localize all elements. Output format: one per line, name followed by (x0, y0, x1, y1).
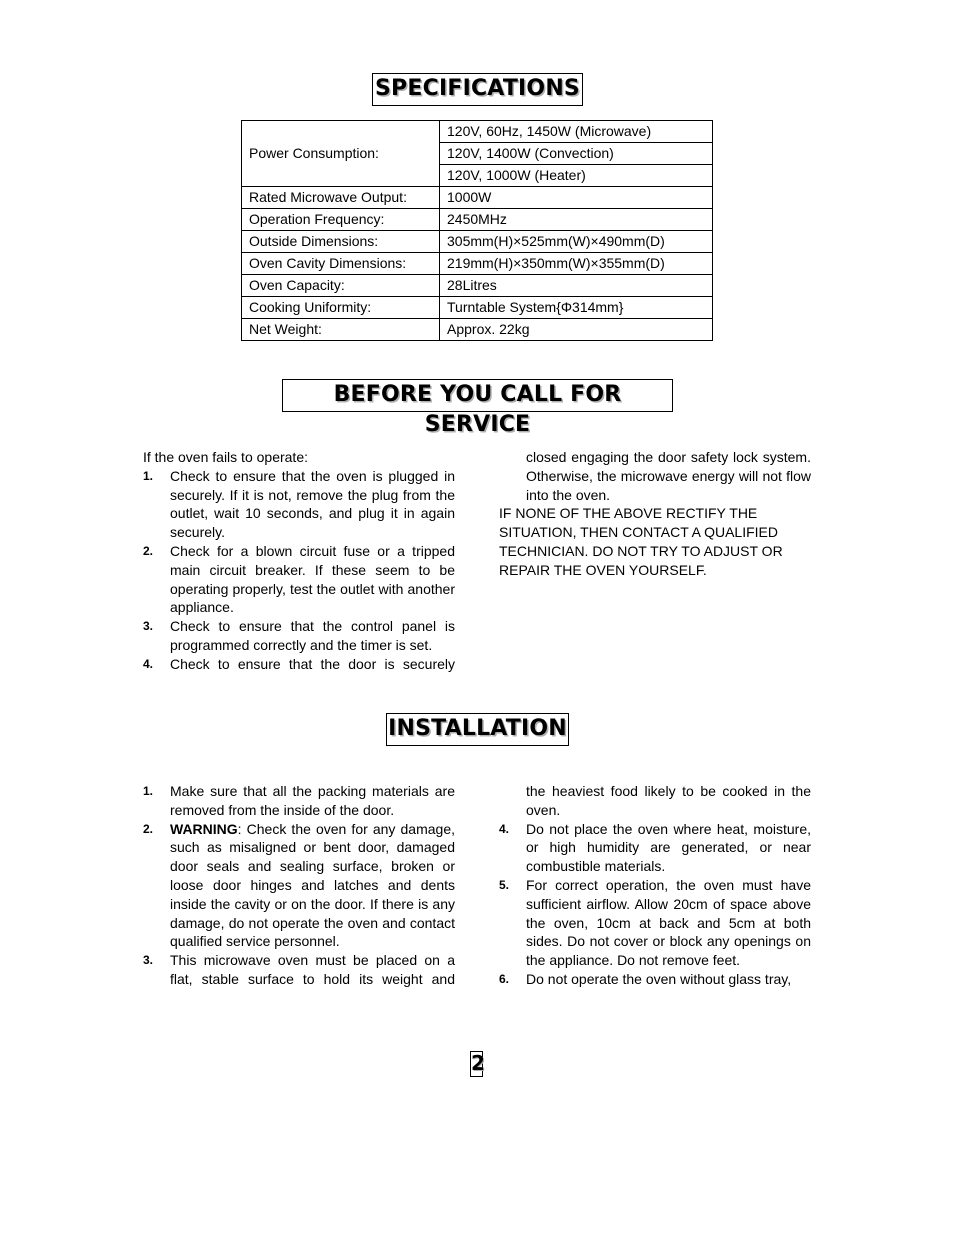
spec-value: 2450MHz (440, 209, 713, 231)
spec-label: Oven Cavity Dimensions: (242, 253, 440, 275)
table-row (242, 121, 713, 143)
item-number: 6. (499, 971, 510, 986)
list-item (143, 782, 455, 820)
table-row (242, 275, 713, 297)
installation-heading: INSTALLATION (386, 713, 569, 746)
spec-value: 1000W (440, 187, 713, 209)
spec-value: 28Litres (440, 275, 713, 297)
spec-value: Turntable System{Φ314mm} (440, 297, 713, 319)
item-text: This microwave oven must be placed on a flat, stable surface to hold its weight and (170, 952, 455, 987)
spec-label: Power Consumption: (242, 121, 440, 187)
spec-value: 219mm(H)×350mm(W)×355mm(D) (440, 253, 713, 275)
service-warning: IF NONE OF THE ABOVE RECTIFY THE SITUATION, THEN CONTACT A QUALIFIED TECHNICIAN. DO NOT TRY TO ADJUST OR REPAIR THE OVEN YOURSELF. (499, 505, 783, 578)
item-text: Do not place the oven where heat, moisture, or high humidity are generated, or near combustible materials. (526, 820, 811, 875)
service-intro: If the oven fails to operate: (143, 449, 308, 465)
item-text: Check to ensure that the control panel is programmed correctly and the timer is set. (170, 618, 455, 653)
spec-value: 305mm(H)×525mm(W)×490mm(D) (440, 231, 713, 253)
table-row (242, 319, 713, 341)
spec-label: Cooking Uniformity: (242, 297, 440, 319)
item-text: Do not operate the oven without glass tray, (526, 970, 792, 987)
list-item (143, 655, 455, 674)
service-heading: BEFORE YOU CALL FOR SERVICE (282, 379, 673, 412)
spec-value: Approx. 22kg (440, 319, 713, 341)
item-text: Check to ensure that the door is securely (170, 655, 455, 672)
table-row (242, 253, 713, 275)
specifications-heading: SPECIFICATIONS (372, 73, 583, 106)
item-continuation: closed engaging the door safety lock system. Otherwise, the microwave energy will not flow into the oven. (526, 449, 811, 503)
list-item (499, 820, 811, 876)
table-row (242, 297, 713, 319)
specifications-table (241, 120, 713, 341)
item-text: Check for a blown circuit fuse or a tripped main circuit breaker. If these seem to be operating properly, test the outlet with another appliance. (170, 542, 455, 616)
list-item (143, 820, 455, 952)
table-row (242, 231, 713, 253)
item-number: 1. (143, 468, 154, 483)
item-number: 2. (143, 543, 154, 558)
item-number: 3. (143, 619, 154, 634)
warning-label: WARNING (170, 820, 238, 837)
spec-label: Oven Capacity: (242, 275, 440, 297)
list-item (143, 951, 455, 989)
item-number: 4. (143, 656, 154, 671)
table-row (242, 209, 713, 231)
spec-label: Operation Frequency: (242, 209, 440, 231)
item-number: 1. (143, 784, 154, 798)
spec-label: Rated Microwave Output: (242, 187, 440, 209)
list-item (143, 617, 455, 655)
page-number: 2 (471, 1051, 485, 1075)
list-item (143, 542, 455, 617)
item-number: 5. (499, 877, 510, 892)
list-item (143, 467, 455, 542)
item-text: Make sure that all the packing materials are removed from the inside of the door. (170, 783, 455, 818)
table-row (242, 187, 713, 209)
spec-value: 120V, 1400W (Convection) (440, 143, 713, 165)
item-text: For correct operation, the oven must have sufficient airflow. Allow 20cm of space above the oven, 10cm at back and 5cm at both sides. Do not cover or block any openings on the appliance. Do not remove feet. (526, 876, 811, 969)
item-continuation: the heaviest food likely to be cooked in the oven. (526, 783, 811, 818)
spec-label: Outside Dimensions: (242, 231, 440, 253)
item-number: 2. (143, 821, 154, 836)
installation-left-column (143, 782, 455, 989)
spec-value: 120V, 1000W (Heater) (440, 165, 713, 187)
item-number: 3. (143, 953, 154, 968)
service-right-column (499, 448, 811, 580)
service-left-column (143, 448, 455, 674)
spec-label: Net Weight: (242, 319, 440, 341)
item-text: : Check the oven for any damage, such as misaligned or bent door, damaged door seals and sealing surface, broken or loose door hinges and latches and dents inside the cavity or on the door. If there is any damage, do not operate the oven and contact qualified service personnel. (170, 820, 455, 950)
installation-right-column (499, 782, 811, 989)
item-text: Check to ensure that the oven is plugged in securely. If it is not, remove the plug from the outlet, wait 10 seconds, and plug it in again securely. (170, 467, 455, 541)
list-item (499, 876, 811, 970)
spec-value: 120V, 60Hz, 1450W (Microwave) (440, 121, 713, 143)
item-number: 4. (499, 821, 510, 836)
list-item (499, 970, 811, 989)
